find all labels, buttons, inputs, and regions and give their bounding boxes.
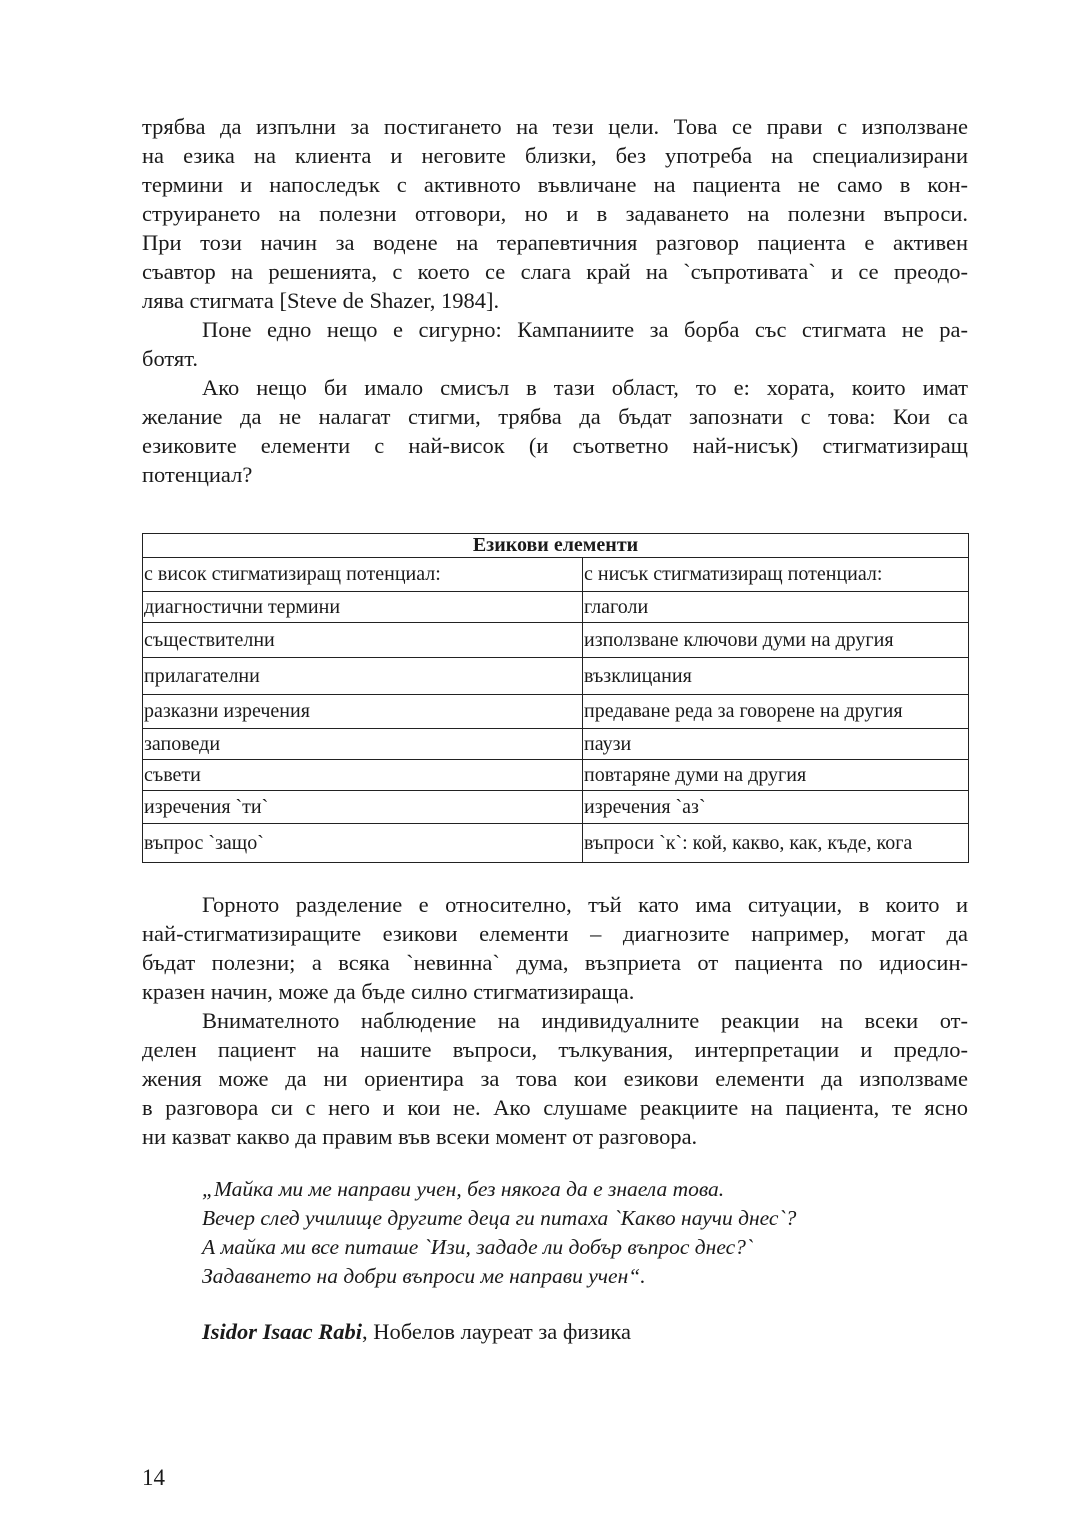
- cell-high: разказни изречения: [143, 695, 583, 729]
- cell-high: съществителни: [143, 623, 583, 658]
- text-line: ни казват какво да правим във всеки момент от разговора.: [142, 1124, 698, 1149]
- text-line: кразен начин, може да бъде силно стигматизираща.: [142, 979, 635, 1004]
- cell-low: въпроси `к`: кой, какво, как, къде, кога: [583, 824, 969, 863]
- cell-low: повтаряне думи на другия: [583, 760, 969, 791]
- cell-low: предаване реда за говорене на другия: [583, 695, 969, 729]
- table-row: [143, 729, 969, 760]
- text-line: трябва да изпълни за постигането на тези цели. Това се прави с използване: [142, 114, 968, 139]
- table-row: [143, 658, 969, 695]
- text-line: бъдат полезни; а всяка `невинна` дума, възприета от пациента по идиосин-: [142, 950, 968, 975]
- text-line: струирането на полезни отговори, но и в задаването на полезни въпроси.: [142, 201, 968, 226]
- paragraph-campaigns: [142, 315, 968, 373]
- text-line: в разговора си с него и кои не. Ако слушаме реакциите на пациента, те ясно: [142, 1095, 968, 1120]
- cell-high: изречения `ти`: [143, 791, 583, 824]
- cell-high: въпрос `защо`: [143, 824, 583, 863]
- text-line: съавтор на решенията, с което се слага край на `съпротивата` и се преодо-: [142, 259, 968, 284]
- cell-high: съвети: [143, 760, 583, 791]
- text-line: ботят.: [142, 346, 199, 371]
- cell-low: изречения `аз`: [583, 791, 969, 824]
- text-line: Ако нещо би имало смисъл в тази област, то е: хората, които имат: [202, 375, 968, 400]
- text-line: желание да не налагат стигми, трябва да бъдат запознати с това: Кои са: [142, 404, 968, 429]
- rabi-quote: [142, 1175, 968, 1291]
- paragraph-question: [142, 373, 968, 489]
- table-row: [143, 824, 969, 863]
- author-role: , Нобелов лауреат за физика: [362, 1319, 631, 1344]
- quote-line: Вечер след училище другите деца ги питаха `Какво научи днес`?: [202, 1206, 797, 1230]
- header-low-potential: с нисък стигматизиращ потенциал:: [583, 558, 969, 592]
- text-line: делен пациент на нашите въпроси, тълкувания, интерпретации и предло-: [142, 1037, 968, 1062]
- text-line: лява стигмата [Steve de Shazer, 1984].: [142, 288, 500, 313]
- cell-high: прилагателни: [143, 658, 583, 695]
- quote-line: Задаването на добри въпроси ме направи учен“.: [202, 1264, 646, 1288]
- table-row: [143, 623, 969, 658]
- language-elements-table-wrapper: [142, 533, 968, 863]
- language-elements-table: [142, 533, 969, 863]
- cell-high: заповеди: [143, 729, 583, 760]
- page-body: [142, 112, 968, 1346]
- text-line: най-стигматизиращите езикови елементи – диагнозите например, могат да: [142, 921, 968, 946]
- quote-line: А майка ми все питаше `Изи, зададе ли добър въпрос днес?`: [202, 1235, 754, 1259]
- quote-line: „Майка ми ме направи учен, без някога да е знаела това.: [202, 1177, 725, 1201]
- paragraph-relative: [142, 890, 968, 1006]
- page-number: 14: [142, 1465, 165, 1490]
- table-row: [143, 760, 969, 791]
- text-line: термини и напоследък с активното въвличане на пациента не само в кон-: [142, 172, 968, 197]
- text-line: потенциал?: [142, 462, 253, 487]
- cell-high: диагностични термини: [143, 592, 583, 623]
- table-title: Езикови елементи: [143, 534, 969, 558]
- cell-low: използване ключови думи на другия: [583, 623, 969, 658]
- text-line: Горното разделение е относително, тъй като има ситуации, в които и: [202, 892, 968, 917]
- text-line: Внимателното наблюдение на индивидуалните реакции на всеки от-: [202, 1008, 968, 1033]
- cell-low: паузи: [583, 729, 969, 760]
- cell-low: глаголи: [583, 592, 969, 623]
- text-line: на езика на клиента и неговите близки, без употреба на специализирани: [142, 143, 968, 168]
- cell-low: възклицания: [583, 658, 969, 695]
- text-line: езиковите елементи с най-висок (и съответно най-нисък) стигматизиращ: [142, 433, 968, 458]
- table-row: [143, 791, 969, 824]
- text-line: Поне едно нещо е сигурно: Кампаниите за борба със стигмата не ра-: [202, 317, 968, 342]
- quote-attribution: [142, 1317, 968, 1346]
- text-line: При този начин за водене на терапевтичния разговор пациента е активен: [142, 230, 968, 255]
- table-row: [143, 695, 969, 729]
- table-row: [143, 592, 969, 623]
- intro-paragraph: [142, 112, 968, 315]
- text-line: жения може да ни ориентира за това кои езикови елементи да използваме: [142, 1066, 968, 1091]
- quote-author: Isidor Isaac Rabi: [202, 1319, 363, 1344]
- paragraph-observation: [142, 1006, 968, 1151]
- header-high-potential: с висок стигматизиращ потенциал:: [143, 558, 583, 592]
